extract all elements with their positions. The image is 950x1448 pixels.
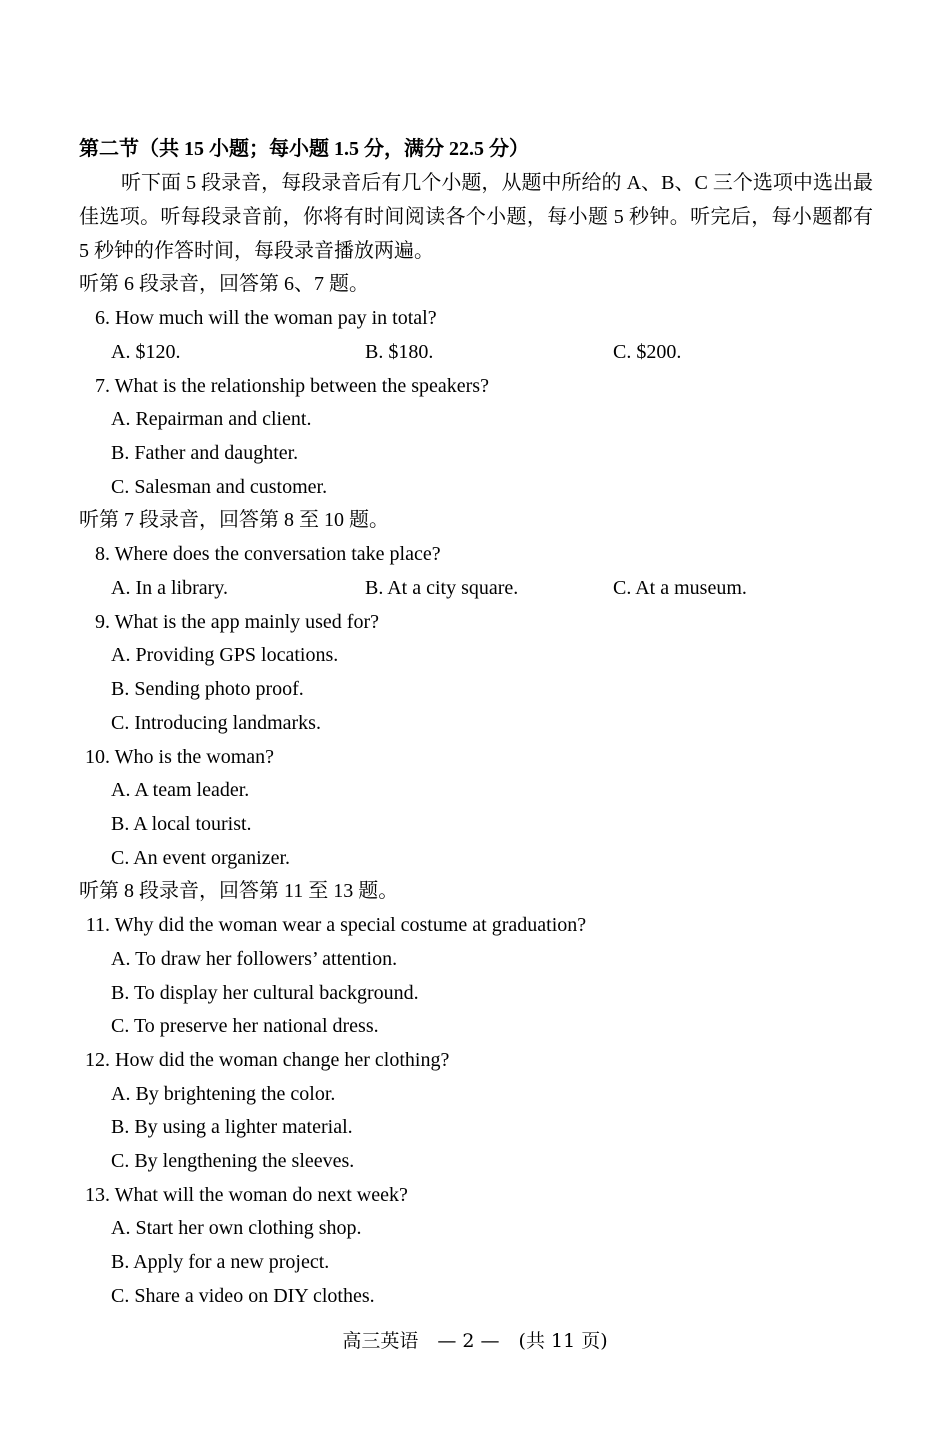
group-intro: 听第 7 段录音，回答第 8 至 10 题。: [79, 509, 389, 531]
option-c: C. Salesman and customer.: [111, 476, 328, 498]
option-a: A. In a library.: [111, 577, 228, 599]
group-intro: 听第 8 段录音，回答第 11 至 13 题。: [79, 880, 399, 902]
option-c: C. To preserve her national dress.: [111, 1015, 379, 1037]
question-9: [79, 605, 379, 639]
question-number: 7.: [95, 375, 110, 397]
question-number: 8.: [95, 543, 110, 565]
option-b: B. To display her cultural background.: [111, 982, 419, 1004]
option-b: B. At a city square.: [365, 577, 519, 599]
option-c: C. Introducing landmarks.: [111, 712, 321, 734]
question-number: 13.: [85, 1184, 110, 1206]
option-c: C. At a museum.: [613, 577, 747, 599]
option-a: A. Repairman and client.: [111, 408, 312, 430]
question-number: 10.: [85, 746, 110, 768]
option-a: A. By brightening the color.: [111, 1083, 336, 1105]
section-instructions: 听下面 5 段录音，每段录音后有几个小题，从题中所给的 A、B、C 三个选项中选出最佳选项。听每段录音前，你将有时间阅读各个小题，每小题 5 秒钟。听完后，每小题都有 5 秒钟的作答时间，每段录音播放两遍。: [79, 172, 873, 262]
question-text: Why did the woman wear a special costume at graduation?: [114, 914, 587, 936]
question-13: [79, 1178, 408, 1212]
question-number: 6.: [95, 307, 110, 329]
question-10: [79, 740, 274, 774]
question-6: [79, 301, 437, 335]
question-text: How much will the woman pay in total?: [115, 307, 437, 329]
question-11: [79, 908, 586, 942]
question-text: What is the app mainly used for?: [114, 611, 380, 633]
question-text: Who is the woman?: [114, 746, 275, 768]
question-text: What will the woman do next week?: [114, 1184, 408, 1206]
option-c: C. By lengthening the sleeves.: [111, 1150, 355, 1172]
question-number: 12.: [85, 1049, 110, 1071]
option-a: A. Start her own clothing shop.: [111, 1217, 362, 1239]
question-text: Where does the conversation take place?: [114, 543, 441, 565]
option-b: B. By using a lighter material.: [111, 1116, 353, 1138]
option-a: A. To draw her followers’ attention.: [111, 948, 398, 970]
option-b: B. Father and daughter.: [111, 442, 299, 464]
question-12: [79, 1043, 449, 1077]
option-a: A. A team leader.: [111, 779, 250, 801]
page-footer: 高三英语 — 2 — (共 11 页): [342, 1330, 608, 1352]
option-b: B. Sending photo proof.: [111, 678, 304, 700]
option-c: C. $200.: [613, 341, 682, 363]
option-a: A. Providing GPS locations.: [111, 644, 339, 666]
option-b: B. $180.: [365, 341, 434, 363]
question-8: [79, 537, 441, 571]
group-intro: 听第 6 段录音，回答第 6、7 题。: [79, 273, 369, 295]
option-b: B. A local tourist.: [111, 813, 252, 835]
option-b: B. Apply for a new project.: [111, 1251, 330, 1273]
option-c: C. An event organizer.: [111, 847, 291, 869]
option-a: A. $120.: [111, 341, 181, 363]
question-7: [79, 369, 489, 403]
section-heading: 第二节（共 15 小题；每小题 1.5 分，满分 22.5 分）: [79, 138, 529, 160]
question-text: How did the woman change her clothing?: [115, 1049, 450, 1071]
question-text: What is the relationship between the speakers?: [114, 375, 489, 397]
option-c: C. Share a video on DIY clothes.: [111, 1285, 375, 1307]
question-number: 9.: [95, 611, 110, 633]
question-number: 11.: [85, 914, 110, 936]
